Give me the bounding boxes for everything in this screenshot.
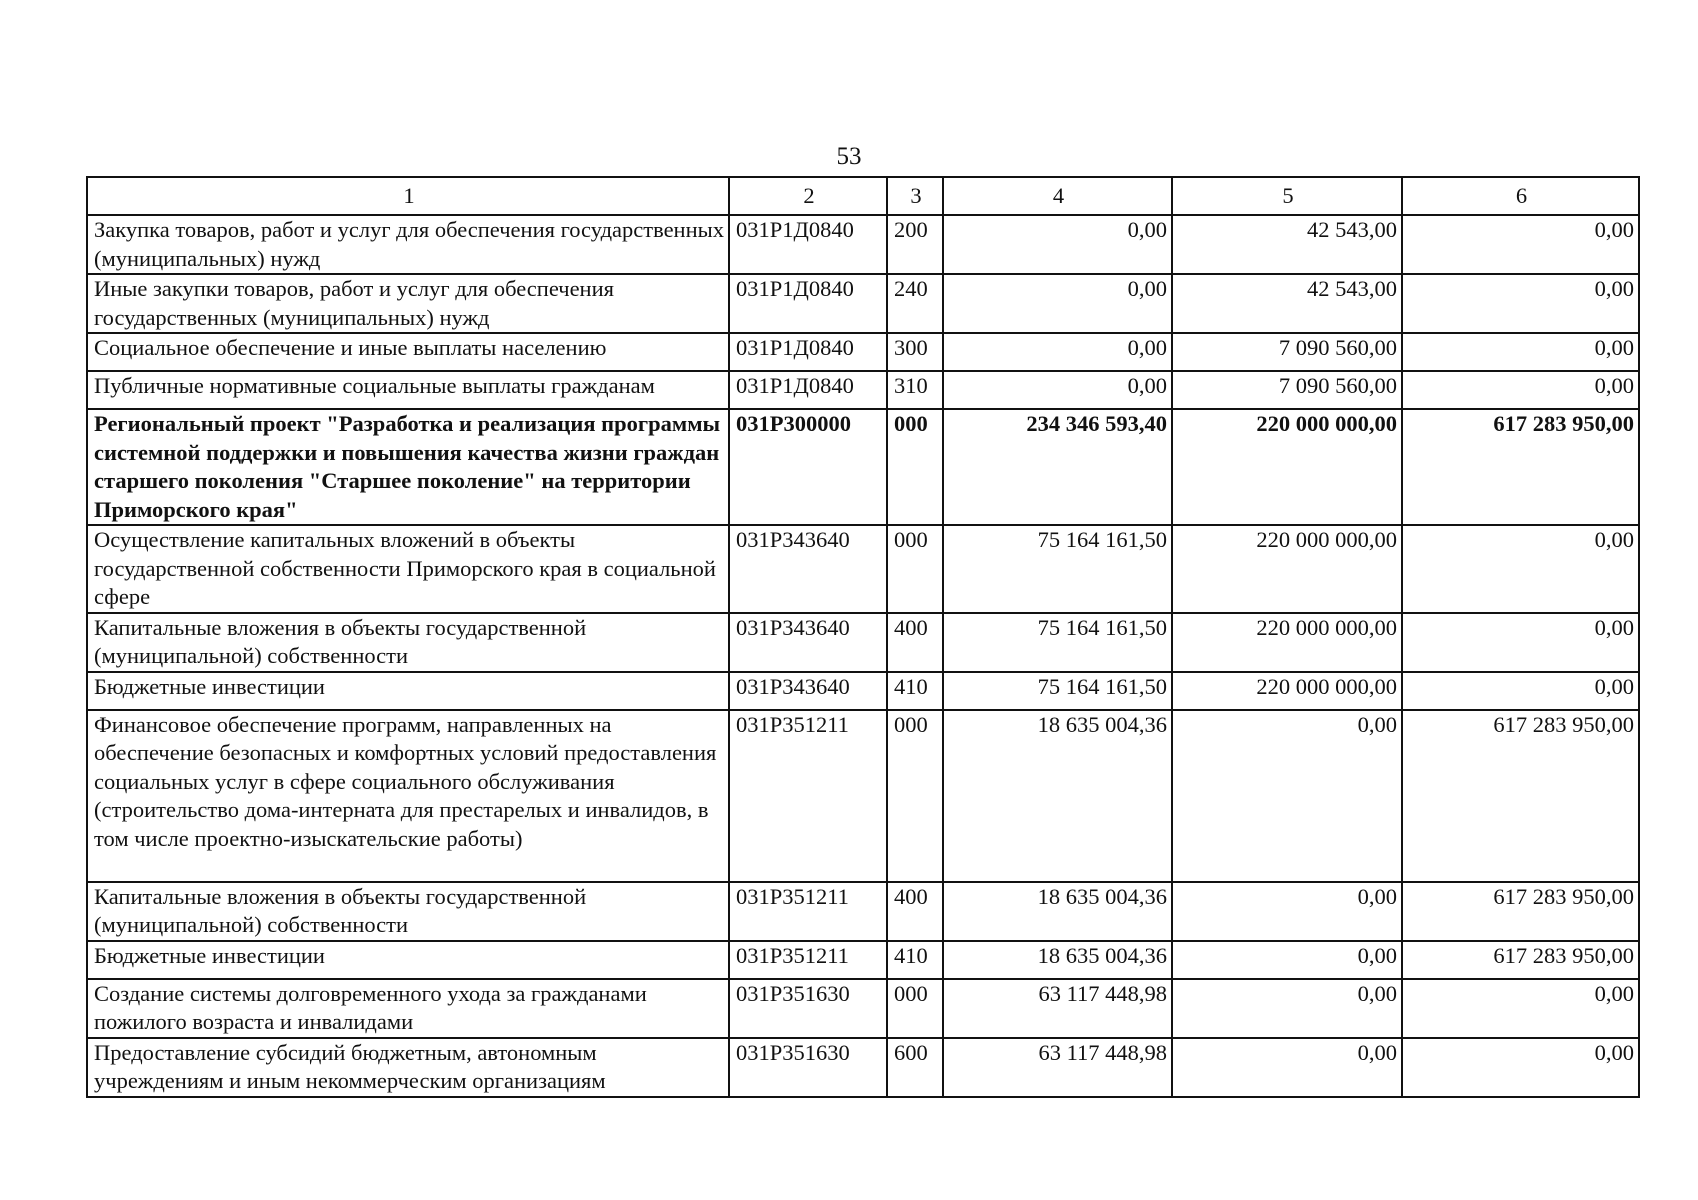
row-target-code: 031Р1Д0840 [729, 274, 887, 333]
table-row [87, 333, 1639, 371]
row-amount-col6: 0,00 [1402, 525, 1639, 613]
row-expense-kind: 000 [887, 525, 943, 613]
budget-table [86, 176, 1640, 1098]
row-expense-kind: 400 [887, 882, 943, 941]
row-amount-col5: 0,00 [1172, 941, 1402, 979]
row-amount-col5: 0,00 [1172, 979, 1402, 1038]
row-name: Финансовое обеспечение программ, направленных на обеспечение безопасных и комфортных условий предоставления социальных услуг в сфере социального обслуживания (строительство дома-интерната для престарелых и инвалидов, в том числе проектно-изыскательские работы) [87, 710, 729, 882]
row-expense-kind: 400 [887, 613, 943, 672]
header-col-6: 6 [1402, 177, 1639, 215]
row-expense-kind: 000 [887, 409, 943, 525]
table-row [87, 710, 1639, 882]
table-row-regional-project [87, 409, 1639, 525]
row-name: Социальное обеспечение и иные выплаты населению [87, 333, 729, 371]
table-row [87, 979, 1639, 1038]
table-row [87, 1038, 1639, 1097]
row-expense-kind: 410 [887, 672, 943, 710]
row-target-code: 031Р1Д0840 [729, 333, 887, 371]
row-amount-col6: 617 283 950,00 [1402, 710, 1639, 882]
row-expense-kind: 200 [887, 215, 943, 274]
row-name: Иные закупки товаров, работ и услуг для обеспечения государственных (муниципальных) нужд [87, 274, 729, 333]
row-target-code: 031Р343640 [729, 672, 887, 710]
table-row [87, 941, 1639, 979]
table-row [87, 274, 1639, 333]
row-name: Капитальные вложения в объекты государственной (муниципальной) собственности [87, 882, 729, 941]
row-amount-col6: 617 283 950,00 [1402, 882, 1639, 941]
header-col-4: 4 [943, 177, 1172, 215]
table-row [87, 613, 1639, 672]
row-amount-col4: 18 635 004,36 [943, 710, 1172, 882]
row-name: Предоставление субсидий бюджетным, автономным учреждениям и иным некоммерческим организациям [87, 1038, 729, 1097]
table-row [87, 215, 1639, 274]
table-body [87, 215, 1639, 1097]
row-amount-col4: 0,00 [943, 333, 1172, 371]
row-name: Капитальные вложения в объекты государственной (муниципальной) собственности [87, 613, 729, 672]
row-amount-col6: 0,00 [1402, 371, 1639, 409]
header-col-1: 1 [87, 177, 729, 215]
row-amount-col4: 234 346 593,40 [943, 409, 1172, 525]
page-number: 53 [836, 143, 862, 170]
row-amount-col5: 220 000 000,00 [1172, 409, 1402, 525]
row-amount-col5: 42 543,00 [1172, 274, 1402, 333]
row-amount-col6: 0,00 [1402, 672, 1639, 710]
row-amount-col4: 75 164 161,50 [943, 672, 1172, 710]
row-expense-kind: 310 [887, 371, 943, 409]
table-row [87, 371, 1639, 409]
row-name: Создание системы долговременного ухода за гражданами пожилого возраста и инвалидами [87, 979, 729, 1038]
row-expense-kind: 000 [887, 979, 943, 1038]
row-amount-col5: 42 543,00 [1172, 215, 1402, 274]
row-target-code: 031Р343640 [729, 613, 887, 672]
row-target-code: 031Р351630 [729, 979, 887, 1038]
row-target-code: 031Р351211 [729, 941, 887, 979]
header-col-2: 2 [729, 177, 887, 215]
row-expense-kind: 240 [887, 274, 943, 333]
row-expense-kind: 300 [887, 333, 943, 371]
row-name: Бюджетные инвестиции [87, 941, 729, 979]
row-amount-col4: 0,00 [943, 274, 1172, 333]
row-target-code: 031Р351211 [729, 882, 887, 941]
row-amount-col4: 63 117 448,98 [943, 979, 1172, 1038]
row-amount-col6: 617 283 950,00 [1402, 409, 1639, 525]
row-amount-col4: 18 635 004,36 [943, 882, 1172, 941]
row-expense-kind: 410 [887, 941, 943, 979]
row-target-code: 031Р1Д0840 [729, 215, 887, 274]
row-amount-col6: 617 283 950,00 [1402, 941, 1639, 979]
row-amount-col4: 63 117 448,98 [943, 1038, 1172, 1097]
row-amount-col6: 0,00 [1402, 274, 1639, 333]
table-row [87, 672, 1639, 710]
row-amount-col5: 0,00 [1172, 710, 1402, 882]
row-amount-col6: 0,00 [1402, 333, 1639, 371]
row-amount-col4: 0,00 [943, 371, 1172, 409]
row-amount-col5: 7 090 560,00 [1172, 371, 1402, 409]
table-row [87, 882, 1639, 941]
row-target-code: 031Р351630 [729, 1038, 887, 1097]
row-target-code: 031Р300000 [729, 409, 887, 525]
row-name: Публичные нормативные социальные выплаты гражданам [87, 371, 729, 409]
row-name: Закупка товаров, работ и услуг для обеспечения государственных (муниципальных) нужд [87, 215, 729, 274]
row-amount-col5: 220 000 000,00 [1172, 525, 1402, 613]
row-name: Осуществление капитальных вложений в объекты государственной собственности Приморского края в социальной сфере [87, 525, 729, 613]
row-amount-col6: 0,00 [1402, 979, 1639, 1038]
row-amount-col4: 75 164 161,50 [943, 613, 1172, 672]
row-amount-col4: 75 164 161,50 [943, 525, 1172, 613]
row-amount-col5: 0,00 [1172, 1038, 1402, 1097]
row-amount-col5: 220 000 000,00 [1172, 672, 1402, 710]
row-amount-col5: 7 090 560,00 [1172, 333, 1402, 371]
header-col-5: 5 [1172, 177, 1402, 215]
row-name: Региональный проект "Разработка и реализация программы системной поддержки и повышения качества жизни граждан старшего поколения "Старшее поколение" на территории Приморского края" [87, 409, 729, 525]
row-amount-col5: 0,00 [1172, 882, 1402, 941]
row-amount-col5: 220 000 000,00 [1172, 613, 1402, 672]
row-target-code: 031Р343640 [729, 525, 887, 613]
row-expense-kind: 600 [887, 1038, 943, 1097]
table-header-row [87, 177, 1639, 215]
row-target-code: 031Р1Д0840 [729, 371, 887, 409]
row-amount-col6: 0,00 [1402, 215, 1639, 274]
row-amount-col4: 0,00 [943, 215, 1172, 274]
row-target-code: 031Р351211 [729, 710, 887, 882]
header-col-3: 3 [887, 177, 943, 215]
row-amount-col4: 18 635 004,36 [943, 941, 1172, 979]
row-name: Бюджетные инвестиции [87, 672, 729, 710]
row-expense-kind: 000 [887, 710, 943, 882]
table-row [87, 525, 1639, 613]
row-amount-col6: 0,00 [1402, 613, 1639, 672]
row-amount-col6: 0,00 [1402, 1038, 1639, 1097]
